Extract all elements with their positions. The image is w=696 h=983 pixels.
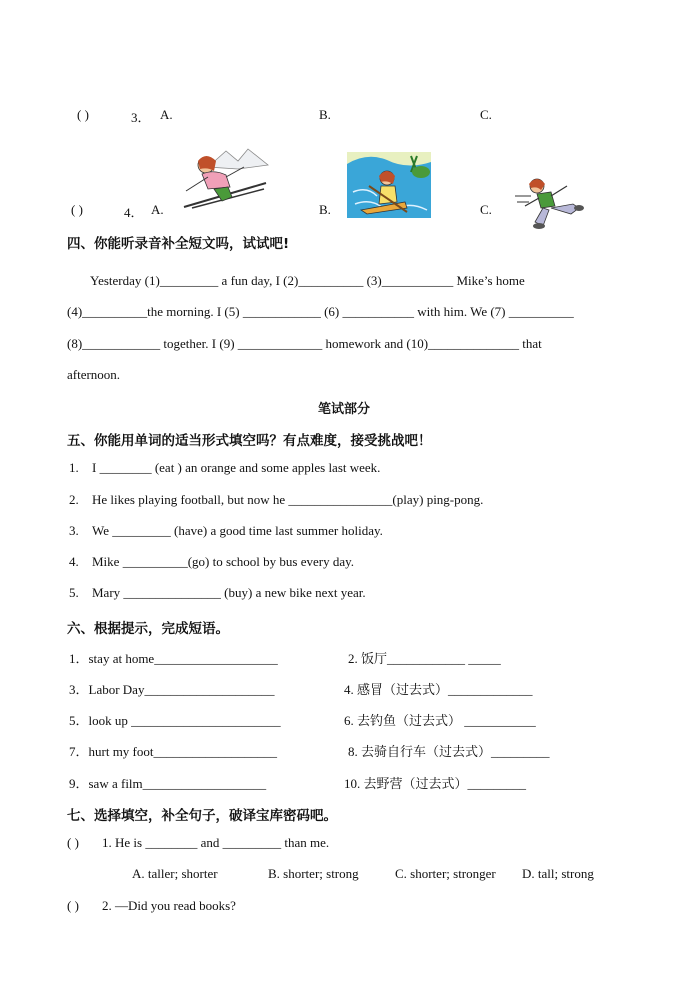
- q4-option-b: B.: [319, 202, 331, 217]
- section4-line-3: (8)____________ together. I (9) _____________ homework and (10)______________ that: [67, 336, 542, 351]
- section4-line-4: afternoon.: [67, 367, 121, 382]
- section6-item-1: 1．stay at home___________________: [69, 651, 278, 666]
- section5-heading: 五、你能用单词的适当形式填空吗？有点难度，接受挑战吧！: [67, 433, 432, 449]
- q4-option-c: C.: [480, 202, 492, 217]
- section4-line-2: (4)__________the morning. I (5) ____________ (6) ___________ with him. We (7) __________: [67, 304, 574, 319]
- section5-item-2-num: 2.: [69, 492, 79, 507]
- section5-item-1-num: 1.: [69, 460, 79, 475]
- section7-q1-paren: ( ): [67, 835, 79, 850]
- q3-paren: ( ): [77, 107, 89, 122]
- section7-q1: 1. He is ________ and _________ than me.: [102, 835, 330, 850]
- section5-item-3: We _________ (have) a good time last summer holiday.: [92, 523, 383, 538]
- section6-item-5: 5．look up _______________________: [69, 713, 281, 728]
- section5-item-4-num: 4.: [69, 554, 79, 569]
- section6-heading: 六、根据提示，完成短语。: [67, 621, 229, 637]
- section5-item-3-num: 3.: [69, 523, 79, 538]
- q4-number: 4．: [124, 205, 144, 220]
- section5-item-2: He likes playing football, but now he ________________(play) ping-pong.: [92, 492, 484, 507]
- section6-item-2: 2. 饭厅____________ _____: [348, 651, 501, 666]
- section6-item-4: 4. 感冒（过去式）_____________: [344, 682, 533, 697]
- section6-item-3: 3．Labor Day____________________: [69, 682, 275, 697]
- section6-item-10: 10. 去野营（过去式）_________: [344, 776, 527, 791]
- section7-q2-paren: ( ): [67, 898, 79, 913]
- q3-option-a: A.: [160, 107, 173, 122]
- q3-option-c: C.: [480, 107, 492, 122]
- q4-option-a: A.: [151, 202, 164, 217]
- section4-line-1: Yesterday (1)_________ a fun day, I (2)__________ (3)___________ Mike’s home: [90, 273, 525, 288]
- q3-option-b: B.: [319, 107, 331, 122]
- section5-item-5: Mary _______________ (buy) a new bike next year.: [92, 585, 366, 600]
- section7-q1-option-c: C. shorter; stronger: [395, 866, 496, 881]
- running-girl-image: [515, 174, 585, 230]
- section4-heading: 四、你能听录音补全短文吗，试试吧!: [67, 236, 290, 252]
- section7-q1-option-a: A. taller; shorter: [132, 866, 218, 881]
- section6-item-8: 8. 去骑自行车（过去式）_________: [348, 744, 550, 759]
- q3-number: 3．: [131, 110, 151, 125]
- section5-item-5-num: 5.: [69, 585, 79, 600]
- section7-q1-option-b: B. shorter; strong: [268, 866, 359, 881]
- section6-item-7: 7．hurt my foot___________________: [69, 744, 277, 759]
- section6-item-9: 9．saw a film___________________: [69, 776, 267, 791]
- boating-girl-image: [347, 152, 431, 218]
- q4-paren: ( ): [71, 202, 83, 217]
- section6-item-6: 6. 去钓鱼（过去式） ___________: [344, 713, 536, 728]
- section7-heading: 七、选择填空，补全句子，破译宝库密码吧。: [67, 808, 337, 824]
- section5-item-1: I ________ (eat ) an orange and some apples last week.: [92, 460, 381, 475]
- section7-q2: 2. —Did you read books?: [102, 898, 236, 913]
- section7-q1-option-d: D. tall; strong: [522, 866, 594, 881]
- written-part-title: 笔试部分: [318, 402, 371, 417]
- skiing-girl-image: [178, 147, 270, 209]
- section5-item-4: Mike __________(go) to school by bus every day.: [92, 554, 355, 569]
